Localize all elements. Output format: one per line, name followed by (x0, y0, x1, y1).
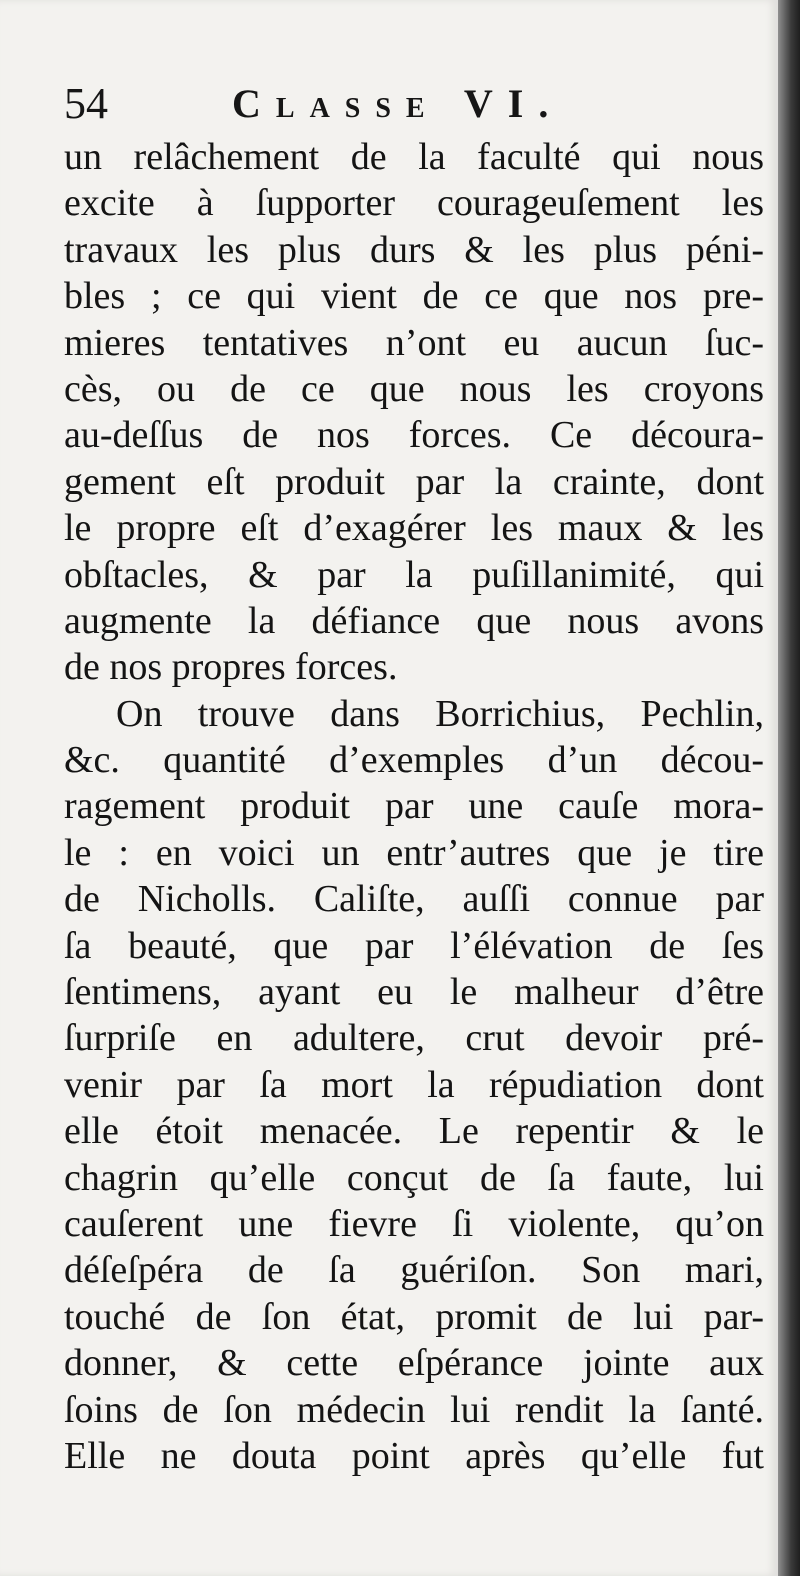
running-head: Classe VI. (232, 81, 564, 126)
text-line: excite à ſupporter courageuſement les (64, 182, 764, 225)
text-line: &c. quantité d’exemples d’un décou- (64, 739, 764, 782)
text-line: Elle ne douta point après qu’elle fut (64, 1434, 764, 1477)
text-line: ſoins de ſon médecin lui rendit la ſanté. (64, 1388, 764, 1431)
text-line: un relâchement de la faculté qui nous (64, 136, 764, 178)
text-line: cès, ou de ce que nous les croyons (64, 367, 764, 410)
text-line: donner, & cette eſpérance jointe aux (64, 1342, 764, 1385)
page-gutter-shadow (778, 0, 800, 1576)
text-line: cauſerent une fievre ſi violente, qu’on (64, 1202, 764, 1245)
text-line: travaux les plus durs & les plus péni- (64, 228, 764, 271)
text-line: obſtacles, & par la puſillanimité, qui (64, 553, 764, 596)
text-line: de Nicholls. Caliſte, auſſi connue par (64, 878, 764, 921)
text-line: ragement produit par une cauſe mora- (64, 785, 764, 828)
text-line: mieres tentatives n’ont eu aucun ſuc- (64, 321, 764, 364)
paragraph-start-line: On trouve dans Borrichius, Pechlin, (116, 692, 764, 735)
page-header (64, 74, 764, 134)
paragraph-end-line: de nos propres forces. (64, 646, 398, 689)
text-line: bles ; ce qui vient de ce que nos pre- (64, 275, 764, 318)
page-number: 54 (64, 79, 108, 128)
text-line: chagrin qu’elle conçut de ſa faute, lui (64, 1156, 764, 1199)
text-line: gement eſt produit par la crainte, dont (64, 460, 764, 503)
text-line: ſentimens, ayant eu le malheur d’être (64, 971, 764, 1014)
body-text (64, 134, 764, 1479)
text-line: elle étoit menacée. Le repentir & le (64, 1110, 764, 1153)
text-line: ſurpriſe en adultere, crut devoir pré- (64, 1017, 764, 1060)
text-line: déſeſpéra de ſa guériſon. Son mari, (64, 1249, 764, 1292)
text-line: le : en voici un entr’autres que je tire (64, 831, 764, 874)
text-line: au-deſſus de nos forces. Ce découra- (64, 414, 764, 457)
text-line: venir par ſa mort la répudiation dont (64, 1063, 764, 1106)
text-line: augmente la défiance que nous avons (64, 599, 764, 642)
text-line: touché de ſon état, promit de lui par- (64, 1295, 764, 1338)
text-line: le propre eſt d’exagérer les maux & les (64, 507, 764, 550)
text-line: ſa beauté, que par l’élévation de ſes (64, 924, 764, 967)
